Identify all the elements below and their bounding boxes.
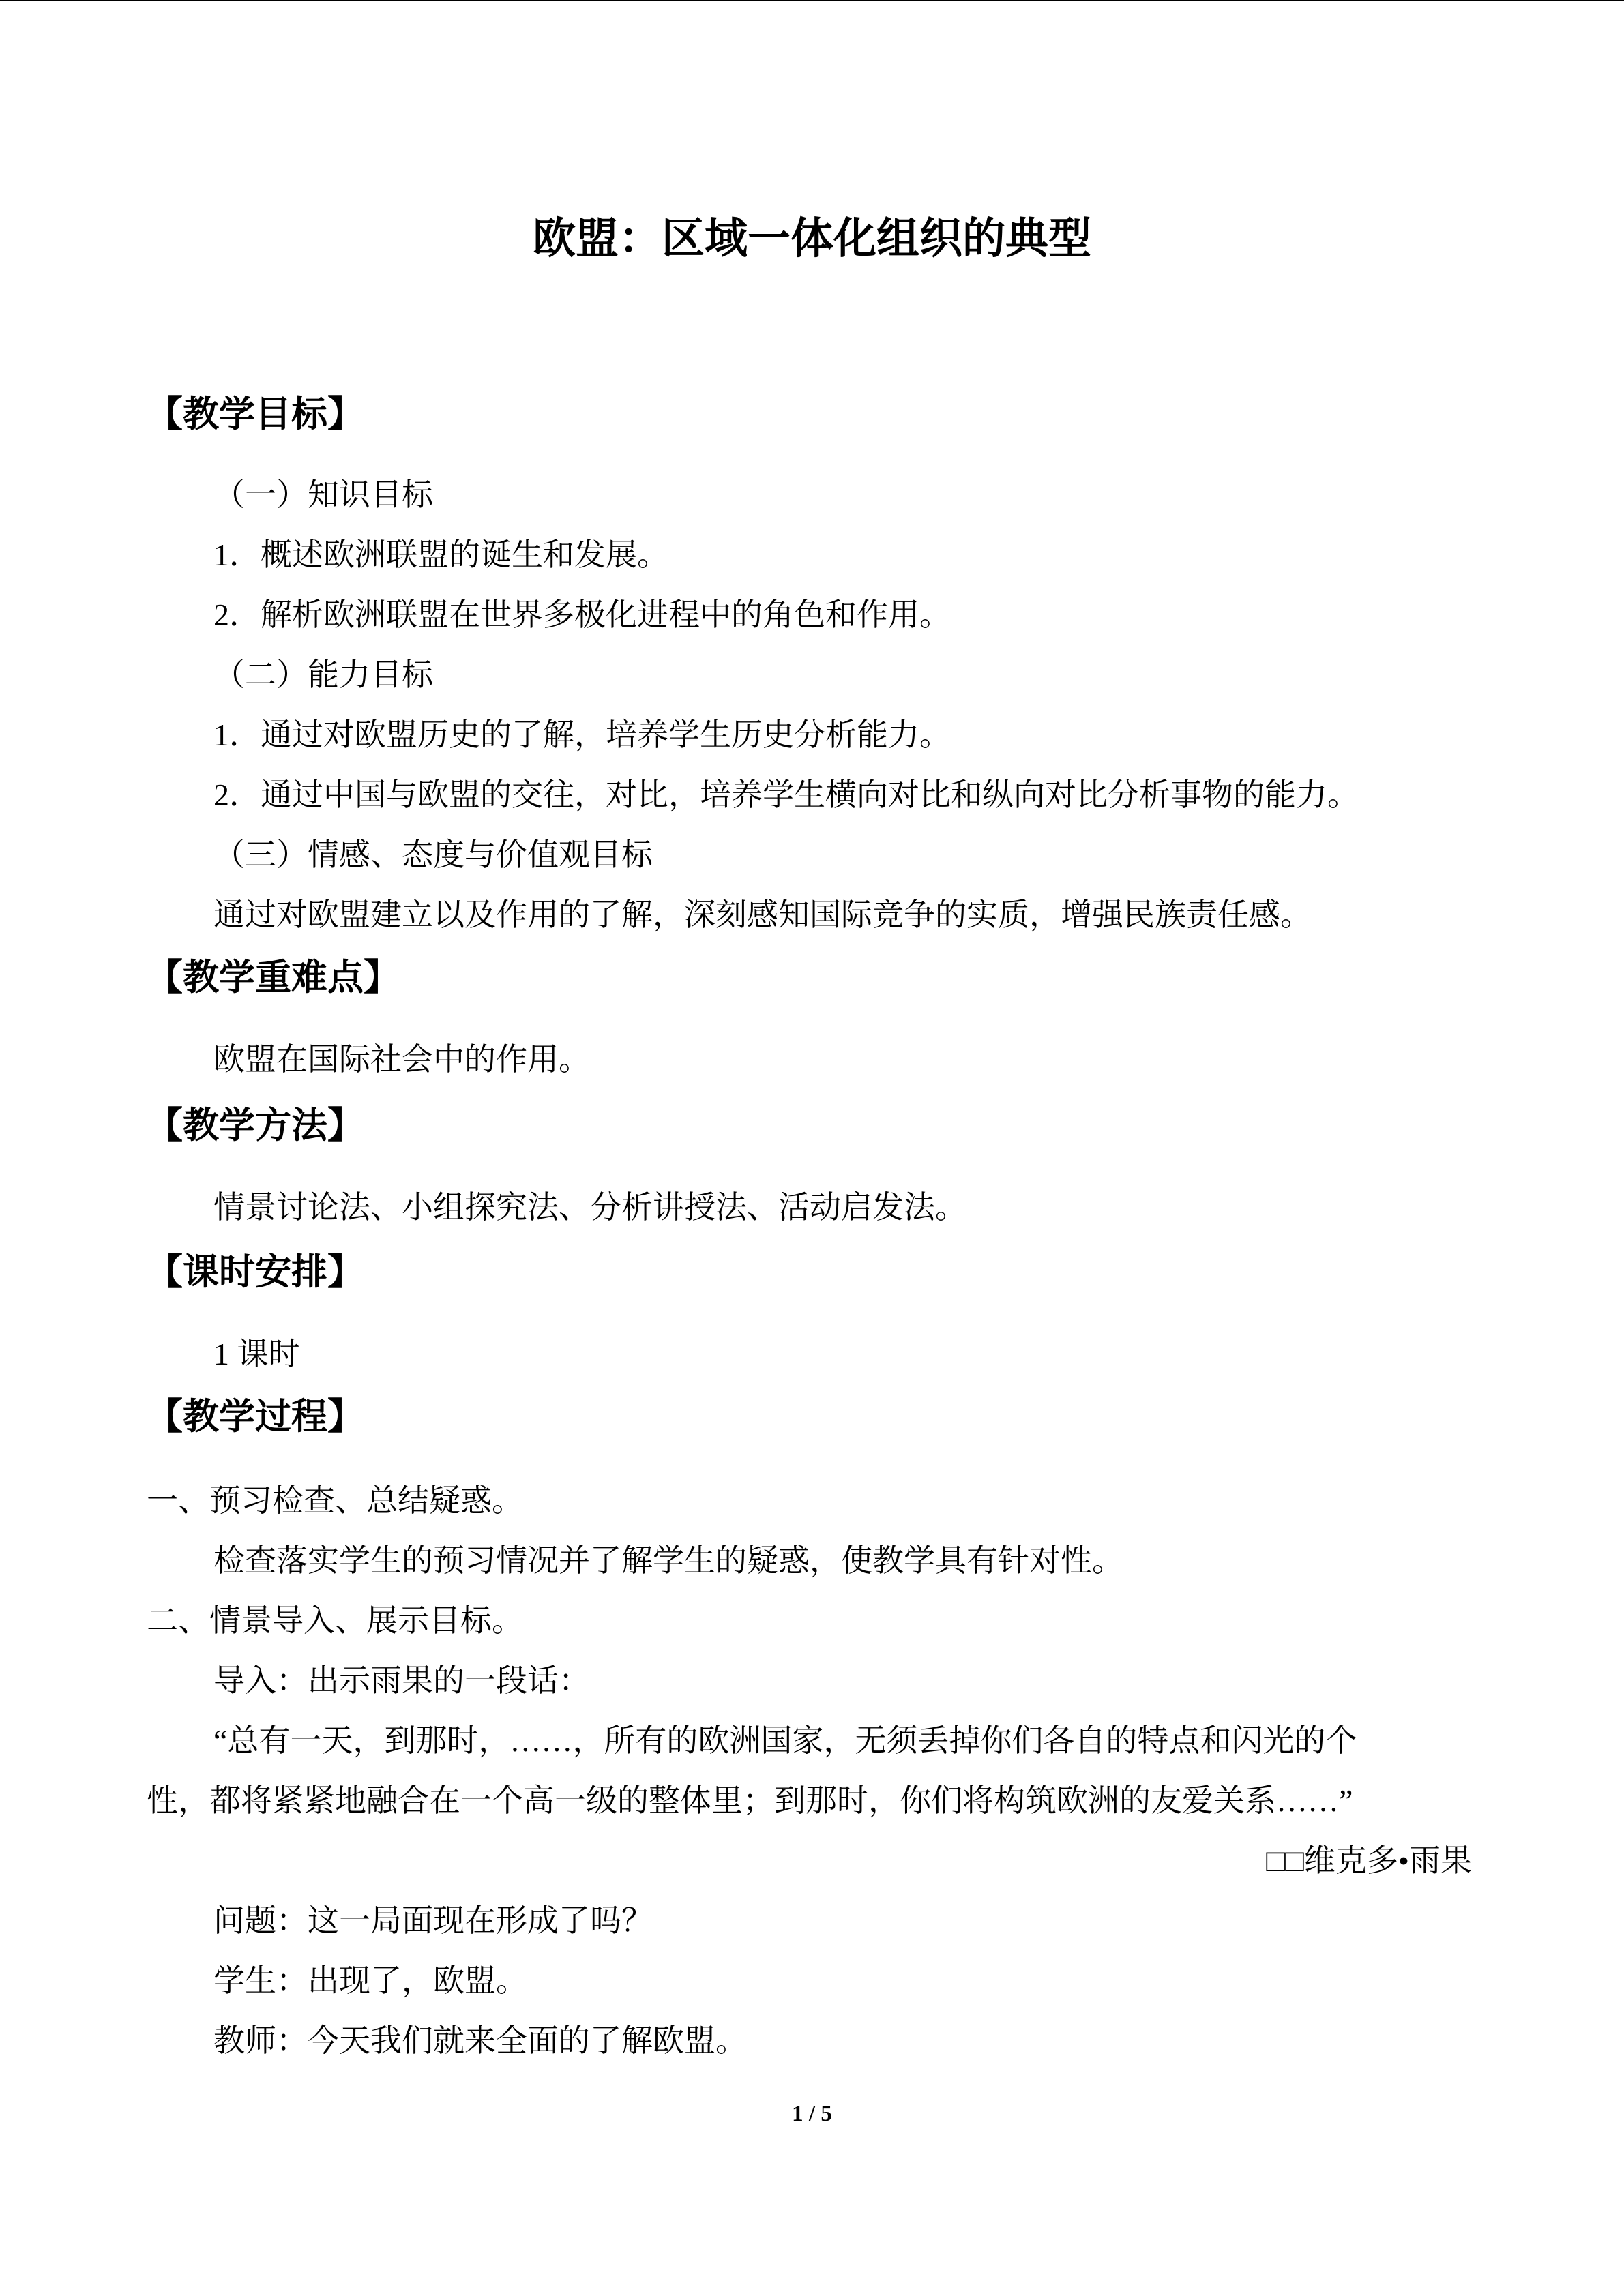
emotion-goal-label: （三）情感、态度与价值观目标 [213,837,653,872]
methods-text: 情景讨论法、小组探究法、分析讲授法、活动启发法。 [213,1190,966,1225]
dialogue-line: 学生：出现了，欧盟。 [213,1963,527,1998]
process-step-title: 二、情景导入、展示目标。 [147,1603,523,1638]
quote-line: 性，都将紧紧地融合在一个高一级的整体里；到那时，你们将构筑欧洲的友爱关系……” [147,1783,1353,1818]
emotion-goal-text: 通过对欧盟建立以及作用的了解，深刻感知国际竞争的实质，增强民族责任感。 [213,897,1312,932]
dialogue-line: 问题：这一局面现在形成了吗？ [213,1903,653,1938]
ability-goal-label: （二）能力目标 [213,657,433,692]
knowledge-goal-label: （一）知识目标 [213,477,433,512]
top-border [0,0,1624,1]
page-number: 1 / 5 [792,2102,832,2126]
dialogue-line: 教师：今天我们就来全面的了解欧盟。 [213,2023,747,2058]
page-title: 欧盟：区域一体化组织的典型 [533,215,1091,263]
section-heading-objectives: 【教学目标】 [147,395,364,434]
key-points-text: 欧盟在国际社会中的作用。 [213,1042,590,1077]
section-heading-process: 【教学过程】 [147,1397,364,1437]
section-heading-key-points: 【教学重难点】 [147,958,400,998]
knowledge-goal-item: 2．解析欧洲联盟在世界多极化进程中的角色和作用。 [213,597,951,632]
quote-line: “总有一天，到那时，……，所有的欧洲国家，无须丢掉你们各自的特点和闪光的个 [213,1723,1357,1758]
section-heading-schedule: 【课时安排】 [147,1253,364,1292]
section-heading-methods: 【教学方法】 [147,1106,364,1146]
knowledge-goal-item: 1．概述欧洲联盟的诞生和发展。 [213,537,668,572]
ability-goal-item: 1．通过对欧盟历史的了解，培养学生历史分析能力。 [213,717,951,752]
process-intro-text: 导入：出示雨果的一段话： [213,1663,590,1698]
schedule-text: 1 课时 [213,1337,300,1371]
ability-goal-item: 2．通过中国与欧盟的交往，对比，培养学生横向对比和纵向对比分析事物的能力。 [213,777,1359,812]
process-step-text: 检查落实学生的预习情况并了解学生的疑惑，使教学具有针对性。 [213,1543,1123,1578]
process-step-title: 一、预习检查、总结疑惑。 [147,1483,523,1518]
quote-attribution: □□维克多•雨果 [1266,1843,1472,1878]
